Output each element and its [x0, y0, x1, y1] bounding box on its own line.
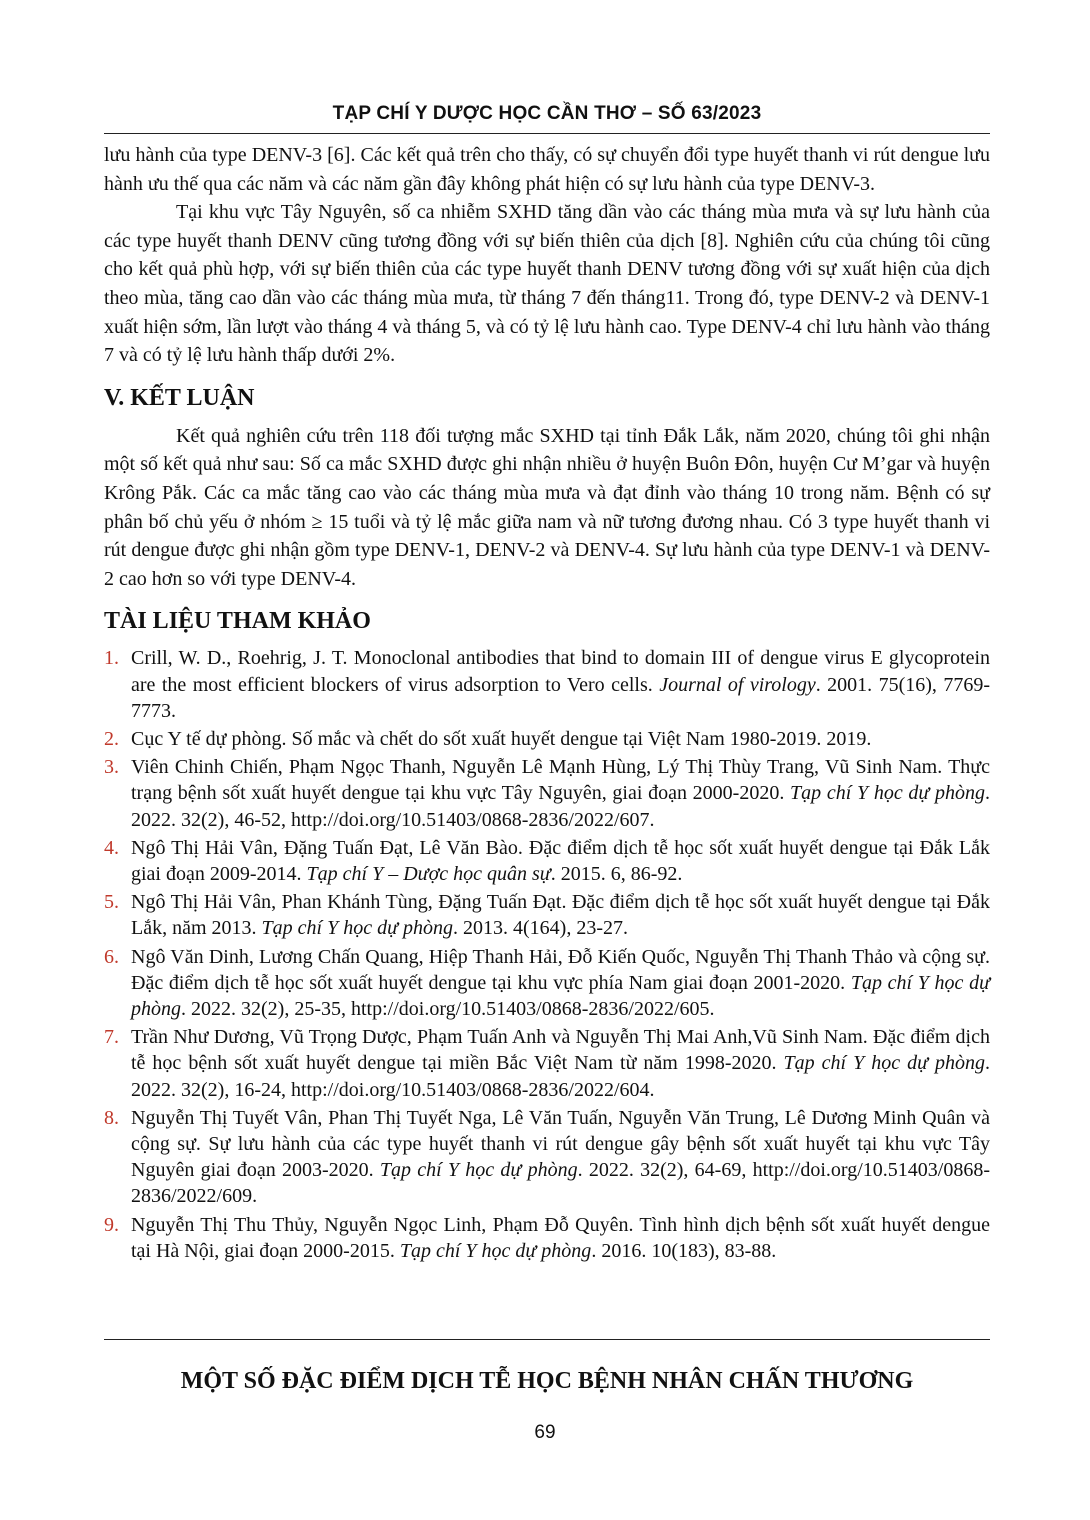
- reference-journal: Tạp chí Y học dự phòng: [379, 1159, 578, 1182]
- reference-text: Viên Chinh Chiến, Phạm Ngọc Thanh, Nguyễn Lê Mạnh Hùng, Lý Thị Thùy Trang, Vũ Sinh Nam. Thực trạng bệnh sốt xuất huyết dengue tại khu vực Tây Nguyên, giai đoạn 2000-2020.: [131, 756, 990, 805]
- conclusion-text: Kết quả nghiên cứu trên 118 đối tượng mắc SXHD tại tỉnh Đắk Lắk, năm 2020, chúng tôi ghi nhận một số kết quả như sau: Số ca mắc SXHD được ghi nhận nhiều ở huyện Buôn Đôn, huyện Cư M’gar và huyện Krông Pắk. Các ca mắc tăng cao vào các tháng mùa mưa và đạt đỉnh vào tháng 10 trong năm. Bệnh có sự phân bố chủ yếu ở nhóm ≥ 15 tuổi và tỷ lệ mắc giữa nam và nữ tương đương nhau. Có 3 type huyết thanh vi rút dengue được ghi nhận gồm type DENV-1, DENV-2 và DENV-4. Sự lưu hành của type DENV-1 và DENV-2 cao hơn so với type DENV-4.: [104, 424, 990, 590]
- reference-number: 4.: [104, 836, 119, 859]
- reference-item: [104, 1024, 990, 1103]
- reference-number: 1.: [104, 647, 119, 670]
- reference-item: [104, 726, 990, 752]
- references-heading: TÀI LIỆU THAM KHẢO: [104, 608, 371, 635]
- reference-journal: Tạp chí Y học dự phòng: [783, 1052, 985, 1075]
- reference-item: [104, 835, 990, 887]
- reference-text: Ngô Thị Hải Vân, Đặng Tuấn Đạt, Lê Văn Bào. Đặc điểm dịch tễ học sốt xuất huyết dengue tại Đắk Lắk giai đoạn 2009-2014.: [131, 836, 990, 885]
- reference-details: . 2001. 75(16), 7769-7773.: [131, 673, 991, 722]
- reference-number: 9.: [104, 1213, 119, 1236]
- page-number: 69: [534, 1422, 556, 1443]
- reference-number: 7.: [104, 1026, 119, 1049]
- reference-details: . 2016. 10(183), 83-88.: [591, 1239, 777, 1262]
- reference-number: 8.: [104, 1106, 119, 1129]
- reference-journal: Tạp chí Y học dự phòng: [261, 917, 453, 940]
- reference-item: [104, 1212, 990, 1264]
- reference-number: 2.: [104, 727, 119, 750]
- reference-item: [104, 645, 990, 724]
- reference-number: 3.: [104, 756, 119, 779]
- paragraph-tay-nguyen: Tại khu vực Tây Nguyên, số ca nhiễm SXHD tăng dần vào các tháng mùa mưa và sự lưu hành của các type huyết thanh DENV cũng tương đồng với sự biến thiên của dịch [8]. Nghiên cứu của chúng tôi cũng cho kết quả phù hợp, với sự biến thiên của các type huyết thanh DENV tương đồng với sự xuất hiện của dịch theo mùa, tăng cao dần vào các tháng mùa mưa, từ tháng 7 đến tháng11. Trong đó, type DENV-2 và DENV-1 xuất hiện sớm, lần lượt vào tháng 4 và tháng 5, và có tỷ lệ lưu hành cao. Type DENV-4 chỉ lưu hành vào tháng 7 và có tỷ lệ lưu hành thấp dưới 2%.: [104, 201, 990, 367]
- reference-number: 6.: [104, 945, 119, 968]
- journal-header: TẠP CHÍ Y DƯỢC HỌC CẦN THƠ – SỐ 63/2023: [332, 103, 762, 124]
- next-article-title: MỘT SỐ ĐẶC ĐIỂM DỊCH TỄ HỌC BỆNH NHÂN CHẤN THƯƠNG: [180, 1368, 914, 1394]
- reference-journal: Tạp chí Y học dự phòng: [131, 971, 991, 1020]
- paragraph-continuation: lưu hành của type DENV-3 [6]. Các kết quả trên cho thấy, có sự chuyển đổi type huyết thanh vi rút dengue lưu hành ưu thế qua các năm và các năm gần đây không phát hiện có sự lưu hành của type DENV-3.: [104, 144, 990, 195]
- reference-item: [104, 754, 990, 833]
- article-divider: [104, 1339, 990, 1340]
- reference-journal: Tạp chí Y học dự phòng: [399, 1239, 592, 1262]
- reference-text: Ngô Văn Dinh, Lương Chấn Quang, Hiệp Thanh Hải, Đỗ Kiến Quốc, Nguyễn Thị Thanh Thảo và cộng sự. Đặc điểm dịch tễ học sốt xuất huyết dengue tại khu vực phía Nam giai đoạn 2001-2020.: [131, 945, 990, 994]
- reference-details: . 2022. 32(2), 16-24, http://doi.org/10.51403/0868-2836/2022/604.: [131, 1052, 990, 1101]
- reference-journal: Tạp chí Y học dự phòng: [790, 782, 985, 805]
- reference-details: . 2022. 32(2), 25-35, http://doi.org/10.51403/0868-2836/2022/605.: [181, 997, 715, 1020]
- reference-text: Ngô Thị Hải Vân, Phan Khánh Tùng, Đặng Tuấn Đạt. Đặc điểm dịch tễ học sốt xuất huyết dengue tại Đắk Lắk, năm 2013.: [131, 891, 990, 940]
- reference-journal: Journal of virology: [659, 673, 816, 696]
- reference-text: Nguyễn Thị Tuyết Vân, Phan Thị Tuyết Nga, Lê Văn Tuấn, Nguyễn Văn Trung, Lê Dương Minh Quân và cộng sự. Sự lưu hành của các type huyết thanh vi rút dengue gây bệnh sốt xuất huyết tại khu vực Tây Nguyên giai đoạn 2003-2020.: [131, 1106, 990, 1182]
- reference-details: . 2022. 32(2), 46-52, http://doi.org/10.51403/0868-2836/2022/607.: [131, 782, 990, 831]
- reference-item: [104, 1105, 990, 1210]
- references-list: [104, 645, 990, 1264]
- reference-text: Crill, W. D., Roehrig, J. T. Monoclonal antibodies that bind to domain III of dengue virus E glycoprotein are the most efficient blockers of virus adsorption to Vero cells.: [131, 647, 990, 696]
- reference-number: 5.: [104, 891, 119, 914]
- reference-details: . 2022. 32(2), 64-69, http://doi.org/10.51403/0868-2836/2022/609.: [131, 1159, 990, 1208]
- header-divider: [104, 133, 990, 134]
- reference-item: [104, 889, 990, 941]
- page-content: [104, 141, 990, 1266]
- reference-text: Cục Y tế dự phòng. Số mắc và chết do sốt xuất huyết dengue tại Việt Nam 1980-2019. 2019.: [131, 727, 872, 750]
- reference-journal: Tạp chí Y – Dược học quân sự: [306, 862, 551, 885]
- reference-item: [104, 944, 990, 1023]
- reference-text: Nguyễn Thị Thu Thủy, Nguyễn Ngọc Linh, Phạm Đỗ Quyên. Tình hình dịch bệnh sốt xuất huyết dengue tại Hà Nội, giai đoạn 2000-2015.: [131, 1213, 990, 1262]
- conclusion-heading: V. KẾT LUẬN: [104, 384, 255, 411]
- reference-text: Trần Như Dương, Vũ Trọng Dược, Phạm Tuấn Anh và Nguyễn Thị Mai Anh,Vũ Sinh Nam. Đặc điểm dịch tễ học bệnh sốt xuất huyết dengue tại miền Bắc Việt Nam từ năm 1998-2020.: [131, 1026, 990, 1075]
- reference-details: . 2015. 6, 86-92.: [550, 862, 683, 885]
- reference-details: . 2013. 4(164), 23-27.: [453, 917, 628, 940]
